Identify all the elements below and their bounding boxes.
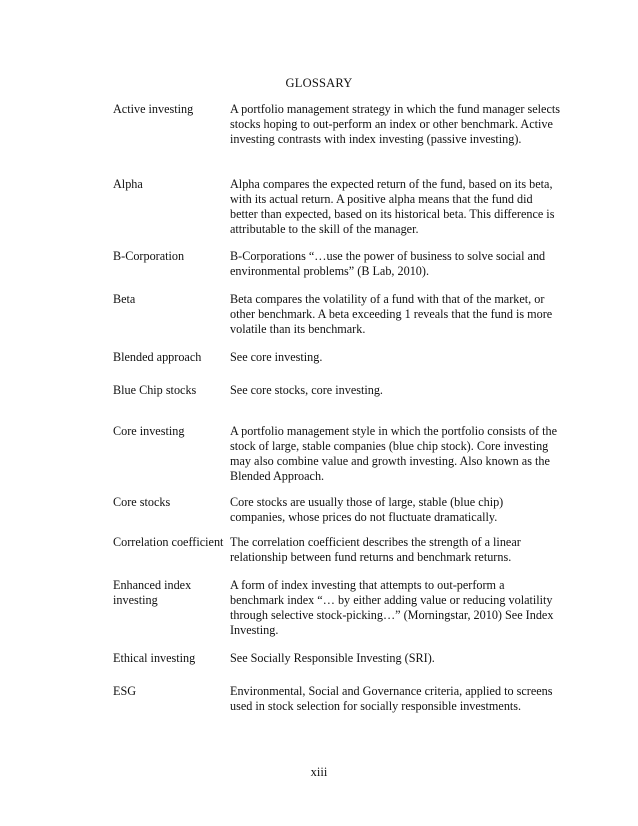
glossary-definition: Beta compares the volatility of a fund with that of the market, or other benchmark. A beta exceeding 1 reveals that the fund is more volatile than its benchmark. — [230, 292, 553, 336]
glossary-term: Active investing — [113, 102, 194, 116]
glossary-term: Beta — [113, 292, 136, 306]
glossary-definition: A portfolio management style in which the portfolio consists of the stock of large, stable companies (blue chip stock). Core investing may also combine value and growth investing. Also known as the Blended Approach. — [230, 424, 557, 483]
glossary-definition: See core investing. — [230, 350, 323, 364]
glossary-definition: Alpha compares the expected return of the fund, based on its beta, with its actual return. A positive alpha means that the fund did better than expected, based on its historical beta. This difference is attributable to the skill of the manager. — [230, 177, 555, 236]
glossary-term: Blended approach — [113, 350, 202, 364]
glossary-term: Ethical investing — [113, 651, 196, 665]
glossary-term: Core stocks — [113, 495, 171, 509]
page-number: xiii — [310, 765, 328, 779]
glossary-definition: See Socially Responsible Investing (SRI). — [230, 651, 435, 665]
glossary-definition: Environmental, Social and Governance criteria, applied to screens used in stock selection for socially responsible investments. — [230, 684, 553, 713]
glossary-term: Blue Chip stocks — [113, 383, 197, 397]
glossary-term: ESG — [113, 684, 137, 698]
glossary-term: Correlation coefficient — [113, 535, 224, 549]
glossary-definition: See core stocks, core investing. — [230, 383, 383, 397]
glossary-term: Enhanced index investing — [113, 578, 192, 607]
glossary-term: Alpha — [113, 177, 143, 191]
glossary-definition: A portfolio management strategy in which the fund manager selects stocks hoping to out-perform an index or other benchmark. Active investing contrasts with index investing (passive investing). — [230, 102, 560, 146]
glossary-definition: A form of index investing that attempts to out-perform a benchmark index “… by either adding value or reducing volatility through selective stock-picking…” (Morningstar, 2010) See Index Investing. — [230, 578, 554, 637]
glossary-term: Core investing — [113, 424, 185, 438]
page-title: GLOSSARY — [285, 76, 353, 90]
glossary-definition: The correlation coefficient describes the strength of a linear relationship between fund returns and benchmark returns. — [230, 535, 521, 564]
glossary-term: B-Corporation — [113, 249, 185, 263]
glossary-definition: B-Corporations “…use the power of business to solve social and environmental problems” (B Lab, 2010). — [230, 249, 546, 278]
glossary-definition: Core stocks are usually those of large, stable (blue chip) companies, whose prices do not fluctuate dramatically. — [230, 495, 504, 524]
